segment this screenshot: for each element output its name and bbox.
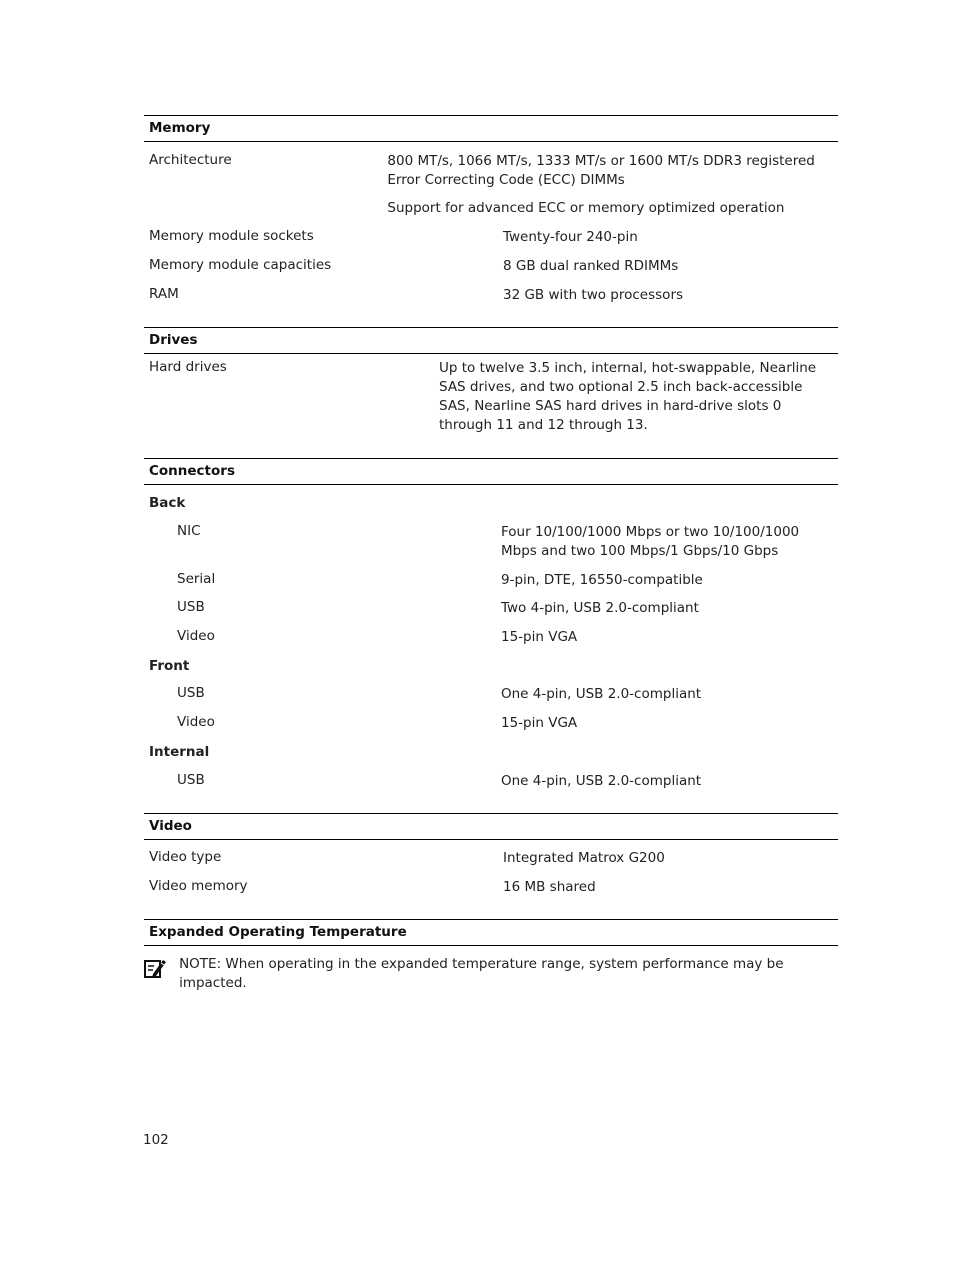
row-value: One 4-pin, USB 2.0-compliant — [501, 686, 702, 703]
row-label: Video memory — [149, 877, 248, 894]
connector-row — [144, 714, 838, 733]
drives-heading: Drives — [144, 327, 838, 354]
row-label: Memory module sockets — [149, 228, 314, 245]
row-label: USB — [177, 771, 205, 788]
row-label: NIC — [177, 522, 201, 539]
drives-section — [144, 327, 838, 436]
row-label: Hard drives — [149, 358, 227, 375]
row-value: 9-pin, DTE, 16550-compatible — [501, 571, 703, 588]
row-value: Twenty-four 240-pin — [503, 229, 638, 246]
video-row — [144, 849, 838, 868]
row-label: Memory module capacities — [149, 256, 332, 273]
row-label: Architecture — [149, 151, 232, 168]
row-value: Integrated Matrox G200 — [503, 850, 665, 867]
memory-heading: Memory — [144, 115, 838, 142]
memory-row — [144, 286, 838, 305]
connector-row — [144, 571, 838, 590]
group-heading-back: Back — [149, 495, 186, 512]
video-row — [144, 878, 838, 897]
spec-page — [144, 115, 838, 1015]
row-label: Video — [177, 628, 215, 645]
memory-section — [144, 115, 838, 305]
connector-row — [144, 628, 838, 647]
expanded-temperature-section — [144, 919, 838, 993]
connector-row — [144, 599, 838, 618]
row-value: 32 GB with two processors — [503, 286, 684, 303]
expanded-temperature-heading: Expanded Operating Temperature — [144, 919, 838, 946]
connector-row — [144, 523, 838, 561]
memory-row — [144, 228, 838, 247]
row-value — [387, 152, 838, 219]
connector-row — [144, 685, 838, 704]
group-heading-front: Front — [149, 657, 190, 674]
page-number: 102 — [143, 1132, 169, 1148]
drives-row — [144, 359, 838, 436]
note-body: When operating in the expanded temperature range, system performance may be impacted. — [179, 956, 784, 992]
row-value: 15-pin VGA — [501, 715, 578, 732]
video-section — [144, 813, 838, 897]
note-keyword: NOTE: — [179, 956, 222, 973]
connectors-heading: Connectors — [144, 458, 838, 485]
row-value: One 4-pin, USB 2.0-compliant — [501, 772, 702, 789]
connectors-section — [144, 458, 838, 791]
group-heading-internal: Internal — [149, 743, 210, 760]
value-paragraph: Support for advanced ECC or memory optimized operation — [387, 200, 785, 217]
row-label: Video — [177, 714, 215, 731]
value-paragraph: 800 MT/s, 1066 MT/s, 1333 MT/s or 1600 MT/s DDR3 registered Error Correcting Code (ECC) DIMMs — [387, 152, 815, 188]
row-value: Four 10/100/1000 Mbps or two 10/100/1000 Mbps and two 100 Mbps/1 Gbps/10 Gbps — [501, 523, 800, 559]
connector-row — [144, 772, 838, 791]
note-text — [179, 955, 838, 993]
row-label: Serial — [177, 570, 216, 587]
memory-row — [144, 152, 838, 219]
video-heading: Video — [144, 813, 838, 840]
row-value: 16 MB shared — [503, 878, 596, 895]
row-label: USB — [177, 599, 205, 616]
note-box — [144, 955, 838, 993]
memory-row — [144, 257, 838, 276]
pencil-note-icon — [144, 955, 179, 993]
row-value: 8 GB dual ranked RDIMMs — [503, 257, 679, 274]
row-label: USB — [177, 685, 205, 702]
row-value: Two 4-pin, USB 2.0-compliant — [501, 600, 699, 617]
row-label: Video type — [149, 849, 222, 866]
row-label: RAM — [149, 285, 179, 302]
row-value: Up to twelve 3.5 inch, internal, hot-swappable, Nearline SAS drives, and two optional 2.5 inch back-accessible SAS, Nearline SAS hard drives in hard-drive slots 0 through 11 and 12 through 13. — [439, 359, 817, 434]
row-value: 15-pin VGA — [501, 629, 578, 646]
